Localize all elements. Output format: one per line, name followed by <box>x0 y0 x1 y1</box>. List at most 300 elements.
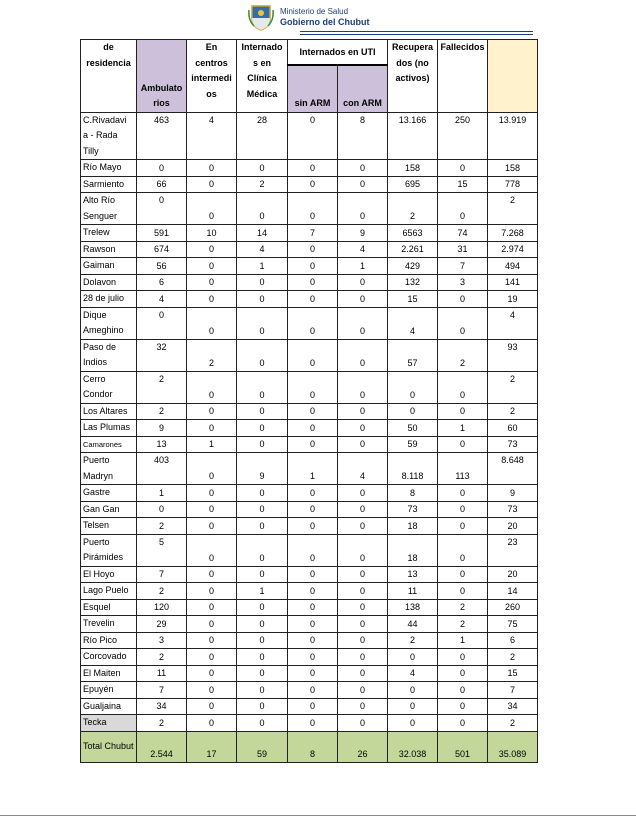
icu-no-arm-value: 0 <box>288 715 338 732</box>
clinic-value: 0 <box>237 665 288 682</box>
ambulatory-value: 2 <box>137 583 187 600</box>
total-value: 73 <box>488 501 538 518</box>
table-row <box>81 307 538 339</box>
icu-no-arm-value: 0 <box>288 599 338 616</box>
recovered-value: 2 <box>388 632 438 649</box>
clinic-value: 0 <box>237 518 288 535</box>
ambulatory-value: 7 <box>137 566 187 583</box>
total-value: 141 <box>488 274 538 291</box>
page-edge <box>0 815 636 816</box>
icu-no-arm-value: 7 <box>288 225 338 242</box>
total-deceased-value: 501 <box>438 731 488 762</box>
icu-no-arm-value: 0 <box>288 241 338 258</box>
intermediate-value: 0 <box>187 682 237 699</box>
locality-name: Camarones <box>81 436 137 453</box>
header-rule <box>300 31 533 32</box>
deceased-value: 31 <box>438 241 488 258</box>
icu-no-arm-value: 0 <box>288 485 338 502</box>
table-row <box>81 176 538 193</box>
ambulatory-value: 5 <box>137 534 187 566</box>
table-row <box>81 225 538 242</box>
icu-arm-value: 0 <box>338 307 388 339</box>
ambulatory-value: 463 <box>137 112 187 160</box>
intermediate-value: 0 <box>187 291 237 308</box>
icu-arm-value: 0 <box>338 715 388 732</box>
deceased-value: 74 <box>438 225 488 242</box>
clinic-value: 0 <box>237 160 288 177</box>
recovered-value: 132 <box>388 274 438 291</box>
intermediate-value: 0 <box>187 420 237 437</box>
ambulatory-value: 6 <box>137 274 187 291</box>
intermediate-value: 0 <box>187 501 237 518</box>
icu-arm-value: 0 <box>338 420 388 437</box>
ambulatory-value: 120 <box>137 599 187 616</box>
clinic-value: 4 <box>237 241 288 258</box>
clinic-value: 0 <box>237 682 288 699</box>
total-value: 778 <box>488 176 538 193</box>
header-rule <box>300 34 533 35</box>
clinic-value: 0 <box>237 307 288 339</box>
locality-name: Lago Puelo <box>81 583 137 600</box>
chubut-seal-icon <box>246 2 276 32</box>
intermediate-value: 0 <box>187 616 237 633</box>
intermediate-value: 0 <box>187 534 237 566</box>
table-row <box>81 698 538 715</box>
total-value: 23 <box>488 534 538 566</box>
deceased-value: 15 <box>438 176 488 193</box>
total-total-value: 35.089 <box>488 731 538 762</box>
locality-name: El Hoyo <box>81 566 137 583</box>
recovered-value: 2.261 <box>388 241 438 258</box>
intermediate-value: 2 <box>187 339 237 371</box>
recovered-value: 6563 <box>388 225 438 242</box>
recovered-value: 0 <box>388 371 438 403</box>
icu-no-arm-value: 0 <box>288 583 338 600</box>
deceased-value: 2 <box>438 599 488 616</box>
intermediate-value: 0 <box>187 258 237 275</box>
clinic-value: 0 <box>237 649 288 666</box>
locality-name: Gaiman <box>81 258 137 275</box>
table-row <box>81 616 538 633</box>
total-value: 9 <box>488 485 538 502</box>
table-row <box>81 420 538 437</box>
table-row <box>81 274 538 291</box>
recovered-value: 158 <box>388 160 438 177</box>
table-row <box>81 403 538 420</box>
recovered-value: 8.118 <box>388 453 438 485</box>
total-value: 8.648 <box>488 453 538 485</box>
clinic-value: 0 <box>237 291 288 308</box>
icu-arm-value: 0 <box>338 274 388 291</box>
total-value: 13.919 <box>488 112 538 160</box>
clinic-value: 0 <box>237 698 288 715</box>
deceased-value: 0 <box>438 436 488 453</box>
ambulatory-value: 591 <box>137 225 187 242</box>
intermediate-value: 0 <box>187 698 237 715</box>
locality-name: Puerto Pirámides <box>81 534 137 566</box>
ambulatory-value: 13 <box>137 436 187 453</box>
locality-name: C.Rivadavi a - Rada Tilly <box>81 112 137 160</box>
locality-name: Telsen <box>81 518 137 535</box>
intermediate-value: 0 <box>187 649 237 666</box>
deceased-value: 2 <box>438 339 488 371</box>
recovered-value: 11 <box>388 583 438 600</box>
clinic-value: 0 <box>237 632 288 649</box>
deceased-value: 250 <box>438 112 488 160</box>
table-row <box>81 258 538 275</box>
ambulatory-value: 403 <box>137 453 187 485</box>
ambulatory-value: 2 <box>137 715 187 732</box>
table-row <box>81 632 538 649</box>
clinic-value: 0 <box>237 274 288 291</box>
icu-arm-value: 0 <box>338 632 388 649</box>
ambulatory-value: 0 <box>137 307 187 339</box>
total-value: 73 <box>488 436 538 453</box>
ambulatory-value: 32 <box>137 339 187 371</box>
recovered-value: 2 <box>388 193 438 225</box>
ambulatory-value: 2 <box>137 371 187 403</box>
table-row <box>81 599 538 616</box>
table-row <box>81 715 538 732</box>
icu-arm-value: 0 <box>338 566 388 583</box>
icu-no-arm-value: 0 <box>288 371 338 403</box>
icu-arm-value: 0 <box>338 616 388 633</box>
locality-name: Gastre <box>81 485 137 502</box>
total-value: 2 <box>488 649 538 666</box>
ambulatory-value: 0 <box>137 193 187 225</box>
clinic-value: 0 <box>237 371 288 403</box>
recovered-value: 59 <box>388 436 438 453</box>
icu-arm-value: 0 <box>338 339 388 371</box>
intermediate-value: 0 <box>187 566 237 583</box>
total-value: 20 <box>488 518 538 535</box>
clinic-value: 0 <box>237 501 288 518</box>
ambulatory-value: 56 <box>137 258 187 275</box>
locality-name: Rawson <box>81 241 137 258</box>
ambulatory-value: 2 <box>137 649 187 666</box>
table-row <box>81 436 538 453</box>
deceased-value: 113 <box>438 453 488 485</box>
ambulatory-value: 2 <box>137 403 187 420</box>
intermediate-value: 1 <box>187 436 237 453</box>
deceased-value: 2 <box>438 616 488 633</box>
total-value: 15 <box>488 665 538 682</box>
table-row <box>81 241 538 258</box>
recovered-value: 429 <box>388 258 438 275</box>
ambulatory-value: 29 <box>137 616 187 633</box>
recovered-value: 50 <box>388 420 438 437</box>
icu-arm-value: 0 <box>338 649 388 666</box>
ambulatory-value: 34 <box>137 698 187 715</box>
table-row <box>81 291 538 308</box>
ambulatory-value: 674 <box>137 241 187 258</box>
icu-arm-value: 0 <box>338 160 388 177</box>
clinic-value: 0 <box>237 420 288 437</box>
clinic-value: 1 <box>237 583 288 600</box>
recovered-value: 0 <box>388 698 438 715</box>
deceased-value: 0 <box>438 534 488 566</box>
locality-name: Cerro Condor <box>81 371 137 403</box>
intermediate-value: 0 <box>187 160 237 177</box>
icu-no-arm-value: 0 <box>288 534 338 566</box>
ambulatory-value: 1 <box>137 485 187 502</box>
recovered-value: 0 <box>388 649 438 666</box>
table-row <box>81 371 538 403</box>
icu-no-arm-value: 0 <box>288 274 338 291</box>
table-row <box>81 501 538 518</box>
icu-no-arm-value: 0 <box>288 307 338 339</box>
intermediate-value: 0 <box>187 715 237 732</box>
table-row <box>81 160 538 177</box>
locality-name: El Maiten <box>81 665 137 682</box>
icu-arm-value: 0 <box>338 501 388 518</box>
deceased-value: 0 <box>438 665 488 682</box>
header-icu: Internados en UTI <box>288 40 388 66</box>
recovered-value: 0 <box>388 715 438 732</box>
locality-name: Paso de Indios <box>81 339 137 371</box>
icu-arm-value: 0 <box>338 665 388 682</box>
icu-arm-value: 9 <box>338 225 388 242</box>
total-recovered-value: 32.038 <box>388 731 438 762</box>
locality-name: Dique Ameghino <box>81 307 137 339</box>
intermediate-value: 0 <box>187 453 237 485</box>
icu-no-arm-value: 0 <box>288 632 338 649</box>
deceased-value: 0 <box>438 403 488 420</box>
clinic-value: 28 <box>237 112 288 160</box>
icu-arm-value: 0 <box>338 583 388 600</box>
locality-name: Esquel <box>81 599 137 616</box>
ministry-label: Ministerio de Salud <box>280 7 349 16</box>
locality-name: Puerto Madryn <box>81 453 137 485</box>
icu-no-arm-value: 0 <box>288 518 338 535</box>
icu-arm-value: 0 <box>338 534 388 566</box>
ambulatory-value: 0 <box>137 501 187 518</box>
recovered-value: 15 <box>388 291 438 308</box>
clinic-value: 0 <box>237 436 288 453</box>
deceased-value: 0 <box>438 698 488 715</box>
total-value: 2.974 <box>488 241 538 258</box>
total-value: 260 <box>488 599 538 616</box>
ambulatory-value: 11 <box>137 665 187 682</box>
deceased-value: 7 <box>438 258 488 275</box>
icu-arm-value: 0 <box>338 698 388 715</box>
locality-name: Río Pico <box>81 632 137 649</box>
locality-name: Trevelin <box>81 616 137 633</box>
recovered-value: 57 <box>388 339 438 371</box>
recovered-value: 73 <box>388 501 438 518</box>
intermediate-value: 0 <box>187 485 237 502</box>
table-row <box>81 518 538 535</box>
total-row <box>81 731 538 762</box>
recovered-value: 4 <box>388 307 438 339</box>
recovered-value: 18 <box>388 518 438 535</box>
icu-no-arm-value: 0 <box>288 193 338 225</box>
recovered-value: 695 <box>388 176 438 193</box>
icu-no-arm-value: 0 <box>288 339 338 371</box>
intermediate-value: 0 <box>187 403 237 420</box>
icu-arm-value: 0 <box>338 485 388 502</box>
deceased-value: 0 <box>438 649 488 666</box>
clinic-value: 0 <box>237 566 288 583</box>
ambulatory-value: 0 <box>137 160 187 177</box>
total-value: 2 <box>488 371 538 403</box>
icu-arm-value: 0 <box>338 291 388 308</box>
recovered-value: 13 <box>388 566 438 583</box>
locality-name: Corcovado <box>81 649 137 666</box>
total-value: 494 <box>488 258 538 275</box>
ambulatory-value: 2 <box>137 518 187 535</box>
table-row <box>81 193 538 225</box>
intermediate-value: 4 <box>187 112 237 160</box>
icu-no-arm-value: 0 <box>288 436 338 453</box>
table-row <box>81 453 538 485</box>
icu-arm-value: 0 <box>338 599 388 616</box>
intermediate-value: 10 <box>187 225 237 242</box>
locality-name: Las Plumas <box>81 420 137 437</box>
icu-no-arm-value: 0 <box>288 665 338 682</box>
total-value: 14 <box>488 583 538 600</box>
icu-no-arm-value: 0 <box>288 649 338 666</box>
deceased-value: 1 <box>438 420 488 437</box>
clinic-value: 9 <box>237 453 288 485</box>
icu-no-arm-value: 0 <box>288 403 338 420</box>
intermediate-value: 0 <box>187 632 237 649</box>
total-value: 2 <box>488 403 538 420</box>
locality-name: Gualjaina <box>81 698 137 715</box>
total-value: 19 <box>488 291 538 308</box>
total-value: 158 <box>488 160 538 177</box>
total-value: 4 <box>488 307 538 339</box>
intermediate-value: 0 <box>187 665 237 682</box>
recovered-value: 13.166 <box>388 112 438 160</box>
icu-no-arm-value: 0 <box>288 566 338 583</box>
total-value: 2 <box>488 193 538 225</box>
ambulatory-value: 7 <box>137 682 187 699</box>
locality-name: 28 de julio <box>81 291 137 308</box>
header-icu-arm: con ARM <box>338 65 388 112</box>
table-row <box>81 485 538 502</box>
icu-arm-value: 0 <box>338 403 388 420</box>
recovered-value: 18 <box>388 534 438 566</box>
deceased-value: 0 <box>438 682 488 699</box>
header-icu-no-arm: sin ARM <box>288 65 338 112</box>
total-value: 93 <box>488 339 538 371</box>
intermediate-value: 0 <box>187 193 237 225</box>
government-label: Gobierno del Chubut <box>280 17 370 27</box>
intermediate-value: 0 <box>187 307 237 339</box>
intermediate-value: 0 <box>187 241 237 258</box>
total-value: 7 <box>488 682 538 699</box>
intermediate-value: 0 <box>187 176 237 193</box>
table-row <box>81 665 538 682</box>
recovered-value: 8 <box>388 485 438 502</box>
icu-no-arm-value: 1 <box>288 453 338 485</box>
icu-arm-value: 4 <box>338 241 388 258</box>
icu-no-arm-value: 0 <box>288 698 338 715</box>
locality-name: Los Altares <box>81 403 137 420</box>
clinic-value: 0 <box>237 715 288 732</box>
icu-no-arm-value: 0 <box>288 420 338 437</box>
icu-no-arm-value: 0 <box>288 291 338 308</box>
total-icu-no-arm-value: 8 <box>288 731 338 762</box>
intermediate-value: 0 <box>187 583 237 600</box>
icu-no-arm-value: 0 <box>288 258 338 275</box>
icu-arm-value: 0 <box>338 518 388 535</box>
total-value: 2 <box>488 715 538 732</box>
recovered-value: 44 <box>388 616 438 633</box>
icu-arm-value: 1 <box>338 258 388 275</box>
deceased-value: 3 <box>438 274 488 291</box>
ambulatory-value: 4 <box>137 291 187 308</box>
locality-name: Epuyén <box>81 682 137 699</box>
header-residence: de residencia <box>81 40 137 113</box>
table-row <box>81 583 538 600</box>
ambulatory-value: 66 <box>137 176 187 193</box>
locality-name: Tecka <box>81 715 137 732</box>
icu-no-arm-value: 0 <box>288 160 338 177</box>
locality-name: Alto Río Senguer <box>81 193 137 225</box>
recovered-value: 138 <box>388 599 438 616</box>
deceased-value: 0 <box>438 485 488 502</box>
table-row <box>81 566 538 583</box>
deceased-value: 0 <box>438 160 488 177</box>
ambulatory-value: 9 <box>137 420 187 437</box>
clinic-value: 14 <box>237 225 288 242</box>
total-value: 6 <box>488 632 538 649</box>
deceased-value: 0 <box>438 371 488 403</box>
icu-arm-value: 8 <box>338 112 388 160</box>
header-total <box>488 40 538 113</box>
table-row <box>81 649 538 666</box>
clinic-value: 0 <box>237 339 288 371</box>
locality-name: Dolavon <box>81 274 137 291</box>
icu-no-arm-value: 0 <box>288 682 338 699</box>
icu-arm-value: 0 <box>338 371 388 403</box>
clinic-value: 0 <box>237 534 288 566</box>
icu-no-arm-value: 0 <box>288 616 338 633</box>
clinic-value: 0 <box>237 616 288 633</box>
ambulatory-value: 3 <box>137 632 187 649</box>
total-label: Total Chubut <box>81 731 137 762</box>
deceased-value: 0 <box>438 583 488 600</box>
intermediate-value: 0 <box>187 371 237 403</box>
icu-arm-value: 4 <box>338 453 388 485</box>
table-row <box>81 682 538 699</box>
deceased-value: 0 <box>438 715 488 732</box>
intermediate-value: 0 <box>187 518 237 535</box>
clinic-value: 0 <box>237 403 288 420</box>
clinic-value: 2 <box>237 176 288 193</box>
icu-arm-value: 0 <box>338 436 388 453</box>
table-row <box>81 534 538 566</box>
total-value: 60 <box>488 420 538 437</box>
header-deceased: Fallecidos <box>438 40 488 113</box>
recovered-value: 0 <box>388 682 438 699</box>
deceased-value: 0 <box>438 307 488 339</box>
locality-name: Gan Gan <box>81 501 137 518</box>
page-header <box>246 2 370 32</box>
total-value: 7.268 <box>488 225 538 242</box>
clinic-value: 1 <box>237 258 288 275</box>
table-row <box>81 339 538 371</box>
header-clinic: Internado s en Clínica Médica <box>237 40 288 113</box>
deceased-value: 0 <box>438 566 488 583</box>
icu-arm-value: 0 <box>338 682 388 699</box>
recovered-value: 4 <box>388 665 438 682</box>
locality-name: Río Mayo <box>81 160 137 177</box>
intermediate-value: 0 <box>187 599 237 616</box>
icu-arm-value: 0 <box>338 176 388 193</box>
